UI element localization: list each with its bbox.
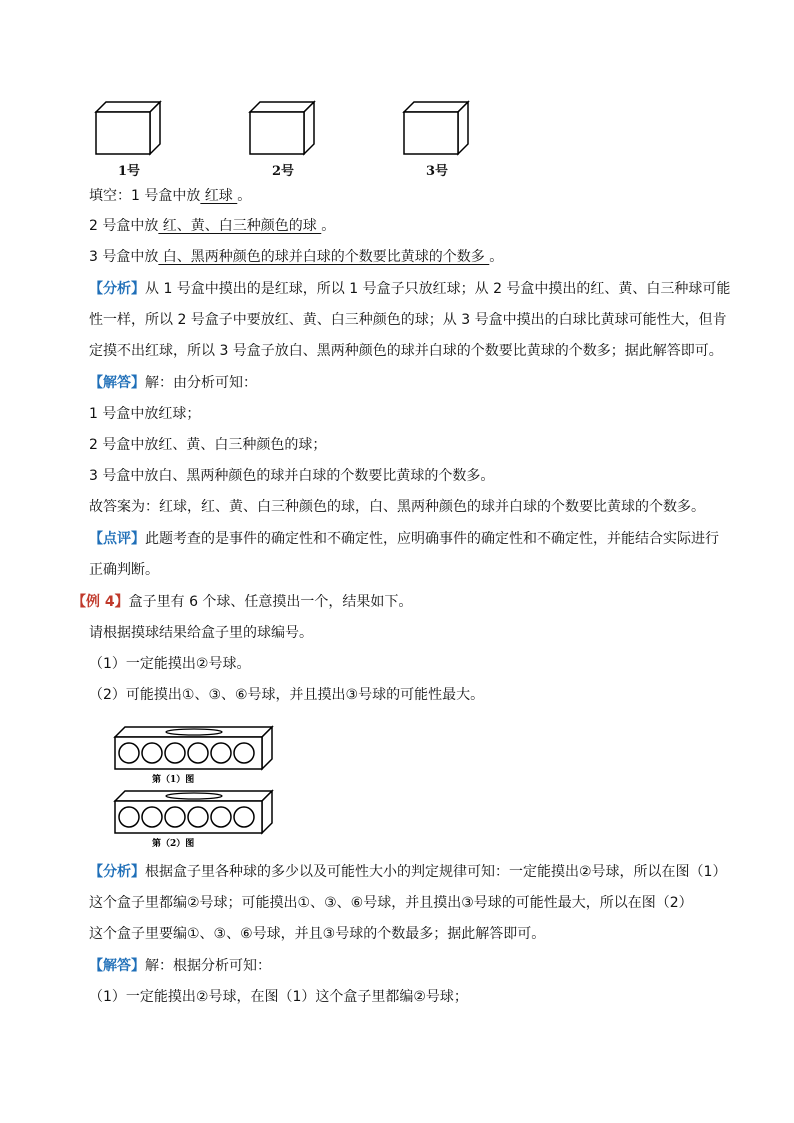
example-4-q1 [89, 654, 729, 674]
figure-caption-2: 第（2）图 [152, 839, 195, 849]
fill-text: 。 [489, 249, 504, 265]
box-label: 1号 [117, 164, 141, 179]
paragraph-text: 请根据摸球结果给盒子里的球编号。 [89, 625, 313, 641]
analysis-tag: 【分析】 [89, 864, 145, 880]
fill-line-2 [89, 216, 729, 236]
paragraph-text: 盒子里有 6 个球、任意摸出一个，结果如下。 [128, 594, 413, 610]
paragraph-text: （2）可能摸出①、③、⑥号球，并且摸出③号球的可能性最大。 [89, 687, 485, 703]
ball-box-illustration [112, 725, 282, 849]
paragraph-text: 解：根据分析可知： [145, 958, 271, 974]
example-4-instruction [89, 623, 729, 643]
comment-1-line-1 [89, 529, 729, 549]
fill-text: 填空：1 号盒中放 [89, 188, 201, 204]
answer-2-line-1 [89, 987, 729, 1007]
paragraph-text: 从 1 号盒中摸出的是红球，所以 1 号盒子只放红球；从 2 号盒中摸出的红、黄、白三种球可能 [145, 281, 731, 297]
cube-icon [248, 100, 318, 160]
box-2 [248, 100, 318, 180]
answer-1-final [89, 497, 729, 517]
paragraph-text: 性一样，所以 2 号盒子中要放红、黄、白三种颜色的球；从 3 号盒中摸出的白球比黄球可能性大，但肯 [89, 312, 727, 328]
answer-1-line-1 [89, 404, 729, 424]
example-4-q2 [89, 685, 729, 705]
analysis-2-line-3 [89, 924, 729, 944]
paragraph-text: 1 号盒中放红球； [89, 406, 201, 422]
fill-answer: 白、黑两种颜色的球并白球的个数要比黄球的个数多 [158, 249, 490, 265]
paragraph-text: 3 号盒中放白、黑两种颜色的球并白球的个数要比黄球的个数多。 [89, 468, 495, 484]
paragraph-text: （1）一定能摸出②号球。 [89, 656, 251, 672]
box-figures [90, 100, 490, 180]
box-label: 2号 [271, 164, 295, 179]
fill-text: 3 号盒中放 [89, 249, 159, 265]
analysis-1-line-1 [89, 279, 729, 299]
answer-1-line-3 [89, 466, 729, 486]
fill-line-3 [89, 247, 729, 267]
ball-box-figure [112, 725, 282, 853]
fill-text: 2 号盒中放 [89, 218, 159, 234]
fill-line-1 [89, 186, 729, 206]
analysis-2-line-1 [89, 862, 729, 882]
analysis-2-line-2 [89, 893, 729, 913]
answer-tag: 【解答】 [89, 375, 145, 391]
paragraph-text: 这个盒子里要编①、③、⑥号球，并且③号球的个数最多；据此解答即可。 [89, 926, 546, 942]
cube-icon [94, 100, 164, 160]
paragraph-text: 解：由分析可知： [145, 375, 257, 391]
comment-1-line-2 [89, 560, 729, 580]
paragraph-text: 此题考查的是事件的确定性和不确定性，应明确事件的确定性和不确定性，并能结合实际进行 [145, 531, 719, 547]
answer-1-line-2 [89, 435, 729, 455]
fill-text: 。 [321, 218, 336, 234]
analysis-1-line-3 [89, 341, 729, 361]
analysis-1-line-2 [89, 310, 729, 330]
box-1 [94, 100, 164, 180]
answer-2-intro [89, 956, 729, 976]
fill-answer: 红球 [200, 188, 238, 204]
fill-answer: 红、黄、白三种颜色的球 [158, 218, 322, 234]
paragraph-text: 正确判断。 [89, 562, 159, 578]
paragraph-text: 这个盒子里都编②号球；可能摸出①、③、⑥号球，并且摸出③号球的可能性最大，所以在图（2） [89, 895, 693, 911]
analysis-tag: 【分析】 [89, 281, 145, 297]
ball-box-2 [115, 791, 272, 833]
paragraph-text: 故答案为：红球，红、黄、白三种颜色的球，白、黑两种颜色的球并白球的个数要比黄球的个数多。 [89, 499, 705, 515]
paragraph-text: 定摸不出红球，所以 3 号盒子放白、黑两种颜色的球并白球的个数要比黄球的个数多；据此解答即可。 [89, 343, 723, 359]
paragraph-text: （1）一定能摸出②号球，在图（1）这个盒子里都编②号球； [89, 989, 468, 1005]
cube-icon [402, 100, 472, 160]
answer-1-intro [89, 373, 729, 393]
fill-text: 。 [237, 188, 252, 204]
box-label: 3号 [425, 164, 449, 179]
comment-tag: 【点评】 [89, 531, 145, 547]
paragraph-text: 2 号盒中放红、黄、白三种颜色的球； [89, 437, 327, 453]
example-4-stem [72, 592, 712, 612]
paragraph-text: 根据盒子里各种球的多少以及可能性大小的判定规律可知：一定能摸出②号球，所以在图（1） [145, 864, 727, 880]
box-3 [402, 100, 472, 180]
figure-caption-1: 第（1）图 [152, 775, 195, 785]
ball-box-1 [115, 727, 272, 769]
example-tag: 【例 4】 [72, 594, 129, 610]
answer-tag: 【解答】 [89, 958, 145, 974]
